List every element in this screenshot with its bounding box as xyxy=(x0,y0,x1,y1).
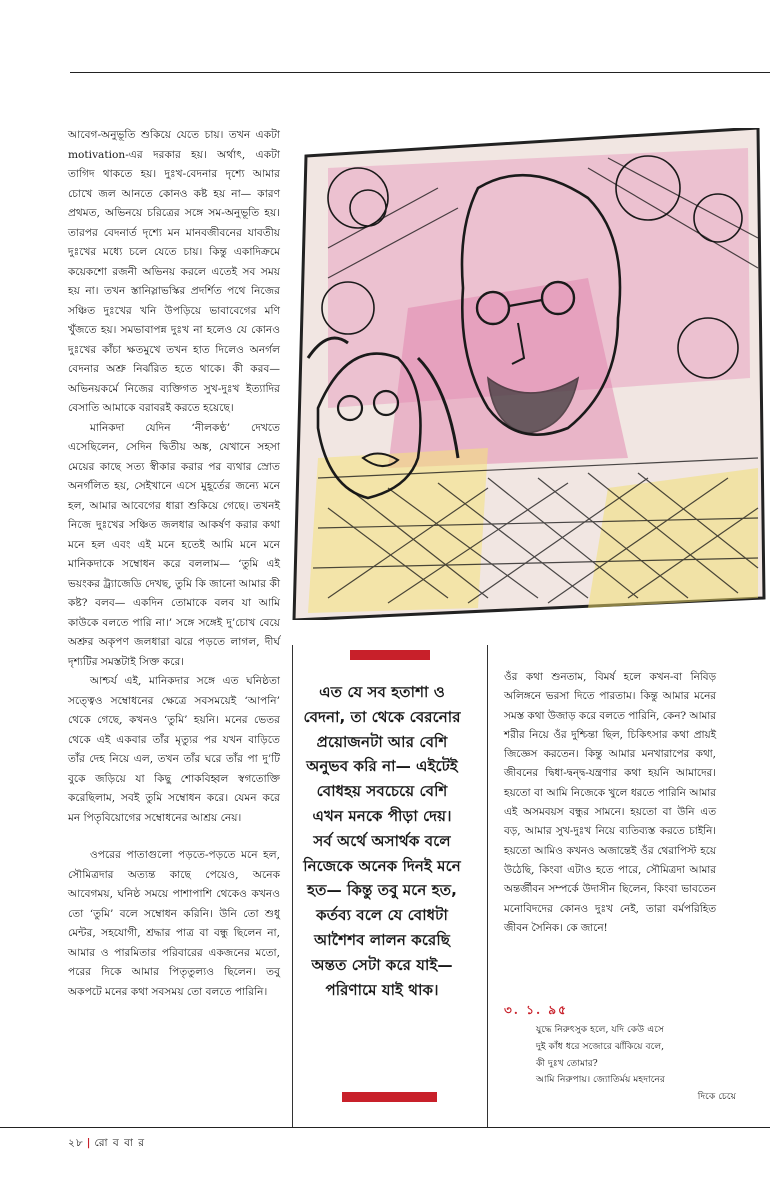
page-number: ২৮ xyxy=(68,1137,84,1149)
pull-quote-bottom-bar xyxy=(342,1092,437,1102)
magazine-name: রো ব বা র xyxy=(94,1137,146,1149)
diary-date: ৩. ১. ৯৫ xyxy=(504,1003,568,1017)
paragraph: ওপরের পাতাগুলো পড়তে-পড়তে মনে হল, সৌমিত্রদার অত্যন্ত কাছে পেয়েও, অনেক আবেগময়, ঘনিষ্ঠ সময়ে পাশাপাশি থেকেও কখনও তো ‘তুমি’ বলে সম্বোধন করিনি। উনি তো শুধু মেন্টর, সহযোগী, শ্রদ্ধার পাত্র বা বন্ধু ছিলেন না, আমার ও পারমিতার পরিবারের একজনের মতো, পরের দিকে আমার পিতৃতুল্যও ছিলেন। তবু অকপটে মনের কথা সবসময় তো বলতে পারিনি। xyxy=(68,849,280,998)
paragraph: আবেগ-অনুভূতি শুকিয়ে যেতে চায়। তখন একটা motivation-এর দরকার হয়। অর্থাৎ, একটা তাগিদ থাকতে হয়। দুঃখ-বেদনার দৃশ্যে আমার চোখে জল আনতে কোনও কষ্ট হয় না— কারণ প্রথমত, অভিনয়ে চরিত্রের সঙ্গে সম-অনুভূতি হয়। তারপর বেদনার্ত দৃশ্যে মন মানবজীবনের যাবতীয় দুঃখের মধ্যে চলে যেতে চায়। কিন্তু একাদিক্রমে কয়েকশো রজনী অভিনয় করলে এতেই সব সময় হয় না। তখন স্তানিস্লাভস্কির প্রদর্শিত পথে নিজের সঞ্চিত দুঃখের খনি উপড়িয়ে ভাবাবেগের মণি খুঁজতে হয়। সমভাবাপন্ন দুঃখ না হলেও যে কোনও দুঃখের কাঁচা ক্ষতমুখে তখন হাত দিলেও অনর্গল বেদনার অশ্রু নির্ঝরিত হতে থাকে। কী করব— অভিনয়কর্মে নিজের ব্যক্তিগত সুখ-দুঃখ ইত্যাদির বেসাতি আমাকে বরাবরই করতে হয়েছে। xyxy=(68,129,280,414)
portrait-sketch-icon xyxy=(288,128,770,620)
pull-quote: এত যে সব হতাশা ও বেদনা, তা থেকে বেরনোর প্রয়োজনটা আর বেশি অনুভব করি না— এইটেই বোধহয় সবচেয়ে বেশি এখন মনকে পীড়া দেয়। সর্ব অর্থে অসার্থক বলে নিজেকে অনেক দিনই মনে হত— কিন্তু তবু মনে হত, কর্তব্য বলে যে বোধটা আশৈশব লালন করেছি অন্তত সেটা করে যাই— পরিণামে যাই থাক। xyxy=(303,683,461,999)
paragraph: ওঁর কথা শুনতাম, বিমর্ষ হলে কখন-বা নিবিড় অলিঙ্গনে ভরসা দিতে পারতাম। কিন্তু আমার মনের সমস্ত কথা উজাড় করে বলতে পারিনি, কেন? আমার শরীর নিয়ে ওঁর দুশ্চিন্তা ছিল, চিকিৎসার কথা প্রায়ই জিজ্ঞেস করতেন। কিন্তু আমার মনখারাপের কথা, জীবনের দ্বিধা-দ্বন্দ্ব-যন্ত্রণার কথা হয়নি আমাদের। হয়তো বা আমি নিজেকে খুলে ধরতে পারিনি আমার এই অসমবয়স বন্ধুর সামনে। হয়তো বা উনি এত বড়, আমার সুখ-দুঃখ নিয়ে ব্যতিব্যস্ত করতে চাইনি। হয়তো আমিও কখনও অজান্তেই ওঁর থেরাপিস্ট হয়ে উঠেছি, কিংবা এটাও হতে পারে, সৌমিত্রদা আমার অন্তর্জীবন সম্পর্কে উদাসীন ছিলেন, কিংবা ভাবতেন মনোবিদদের কোনও দুঃখ নেই, তারা বর্মপরিহিত জীবন সৈনিক। কে জানে! xyxy=(504,671,716,934)
folio-separator: | xyxy=(86,1137,92,1149)
footer-rule xyxy=(0,1127,770,1128)
article-left-column xyxy=(68,126,280,1002)
poem-line: কী দুঃখ তোমার? xyxy=(536,1057,598,1069)
paragraph: মানিকদা যেদিন ‘নীলকণ্ঠ’ দেখতে এসেছিলেন, সেদিন দ্বিতীয় অঙ্ক, যেখানে সহসা মেয়ের কাছে সত্য স্বীকার করার পর ব্যথার স্রোত অনর্গলিত হয়, সেইখানে এসে মুহূর্তের জন্যে মনে হল, আমার আবেগের ধারা শুকিয়ে গেছে। তখনই নিজে দুঃখের সঞ্চিত জলধার আকর্ষণ করার কথা মনে হল এবং এই মনে হতেই আমি মনে মনে মানিকদাকে সম্বোধন করে বললাম— ‘তুমি এই ভয়ংকর ট্র্যাজেডি দেখছ, তুমি কি জানো আমার কী কষ্ট? বলব— একদিন তোমাকে বলব যা আমি কাউকে বলতে পারি না।’ সঙ্গে সঙ্গেই দু’চোখ বেয়ে অশ্রুর অকৃপণ জলধারা ঝরে পড়তে লাগল, দীর্ঘ দৃশ্যটির সমস্তটাই সিক্ত করে। xyxy=(68,421,280,668)
poem-line: আমি নিরুপায়। জ্যোতির্ময় মহদানের xyxy=(536,1074,665,1086)
poem-line: দিকে চেয়ে xyxy=(697,1091,736,1103)
article-right-column xyxy=(504,668,716,938)
poem-line: দুই কাঁধ ধরে সজোরে ঝাঁকিয়ে বলে, xyxy=(536,1040,665,1052)
diary-poem xyxy=(536,1022,736,1106)
paragraph: আশ্চর্য এই, মানিকদার সঙ্গে এত ঘনিষ্ঠতা সত্ত্বেও সম্বোধনের ক্ষেত্রে সবসময়েই ‘আপনি’ থেকে গেছে, কখনও ‘তুমি’ হয়নি। মনের ভেতর থেকে এই একবার তাঁর মৃত্যুর পর যখন বাড়িতে তাঁর দেহ নিয়ে এল, তখন তাঁর ঘরে তাঁর পা দু’টি বুকে জড়িয়ে যা কিছু শোকবিহ্বল স্বগতোক্তি করেছিলাম, সবই তুমি সম্বোধন করে। যেমন করে মন পিতৃবিয়োগের সম্বোধনের আশ্রয় নেয়। xyxy=(68,675,280,824)
header-rule xyxy=(70,72,770,73)
folio xyxy=(68,1136,145,1153)
column-divider xyxy=(292,645,293,1127)
column-divider xyxy=(487,645,488,1127)
poem-line: যুদ্ধে নিরুৎসুক হলে, যদি কেউ এসে xyxy=(536,1024,664,1035)
pull-quote-top-bar xyxy=(350,650,430,660)
